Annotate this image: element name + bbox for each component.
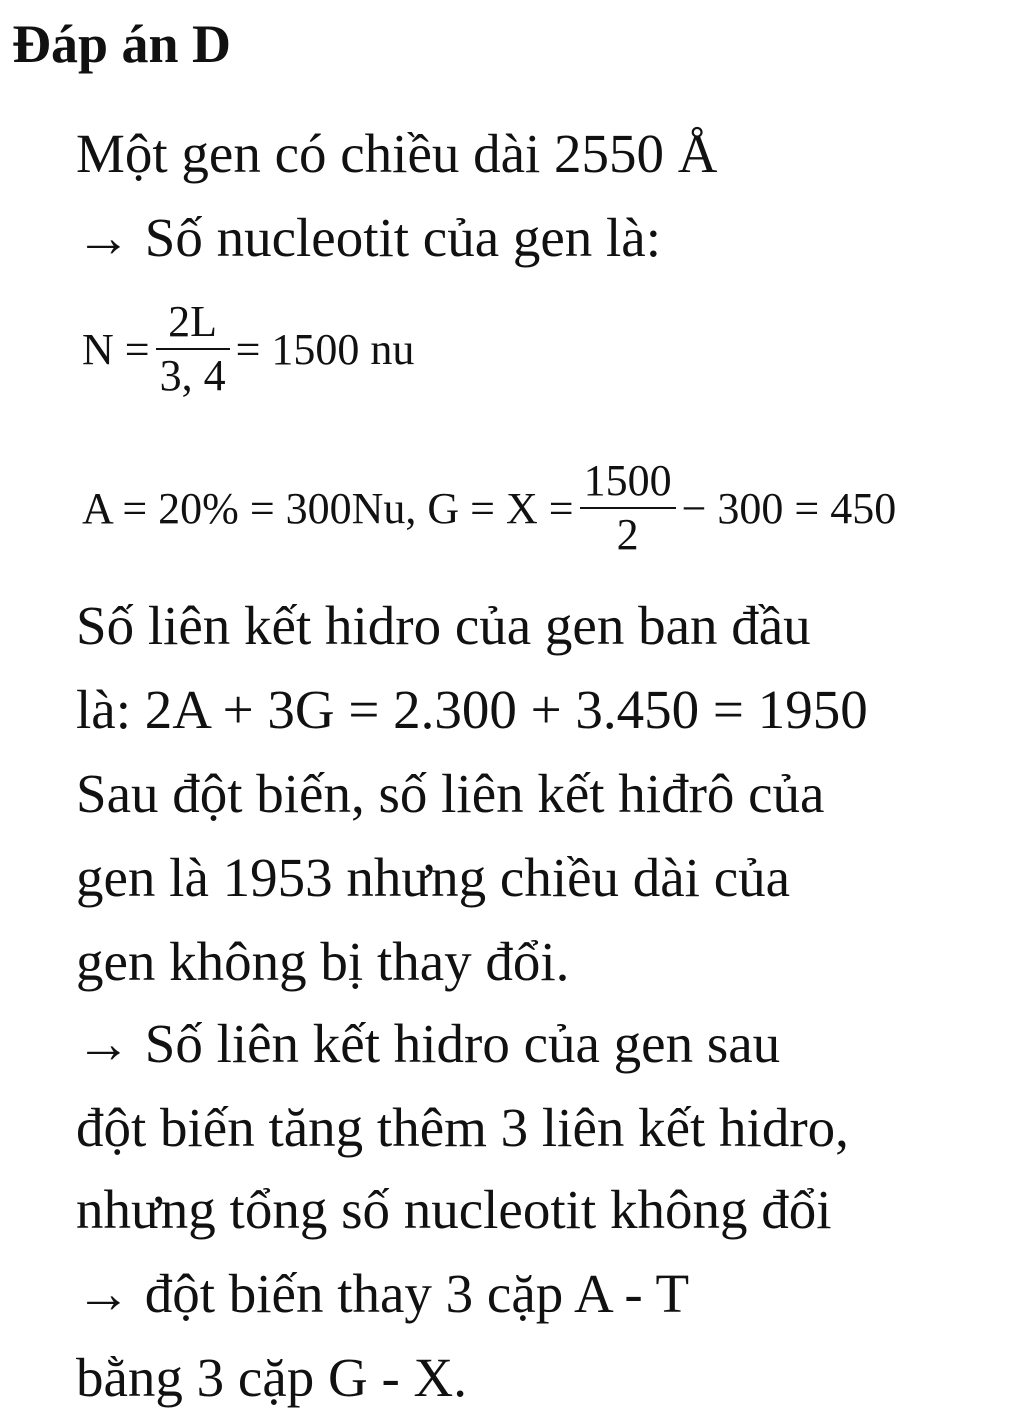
text-line-3: Số liên kết hidro của gen ban đầu — [76, 595, 811, 656]
text-line-7: gen không bị thay đổi. — [76, 931, 570, 992]
formula-1-numerator: 2L — [168, 297, 218, 346]
text-line-5: Sau đột biến, số liên kết hiđrô của — [76, 763, 825, 824]
text-line-11: → đột biến thay 3 cặp A - T — [76, 1263, 690, 1324]
formula-1-rhs: = 1500 nu — [235, 324, 415, 374]
answer-heading: Đáp án D — [12, 14, 232, 74]
formula-1-denominator: 3, 4 — [159, 351, 226, 400]
formula-2-lhs: A = 20% = 300Nu, G = X = — [82, 483, 574, 533]
text-line-4: là: 2A + 3G = 2.300 + 3.450 = 1950 — [76, 679, 868, 740]
text-line-8: → Số liên kết hidro của gen sau — [76, 1013, 781, 1074]
formula-2-numerator: 1500 — [583, 456, 672, 505]
formula-2-denominator: 2 — [616, 510, 639, 559]
text-line-2: → Số nucleotit của gen là: — [76, 207, 661, 268]
text-line-6: gen là 1953 nhưng chiều dài của — [76, 847, 791, 908]
text-line-10: nhưng tổng số nucleotit không đổi — [76, 1179, 832, 1240]
text-line-12: bằng 3 cặp G - X. — [76, 1347, 467, 1408]
formula-base-counts — [82, 455, 896, 561]
formula-1-fraction — [156, 296, 230, 402]
formula-2-fraction — [580, 455, 676, 561]
formula-nucleotide-count — [82, 296, 414, 402]
formula-2-rhs: − 300 = 450 — [681, 483, 897, 533]
text-line-9: đột biến tăng thêm 3 liên kết hidro, — [76, 1097, 849, 1158]
text-line-1: Một gen có chiều dài 2550 Å — [76, 123, 718, 184]
formula-1-lhs: N = — [82, 324, 150, 374]
